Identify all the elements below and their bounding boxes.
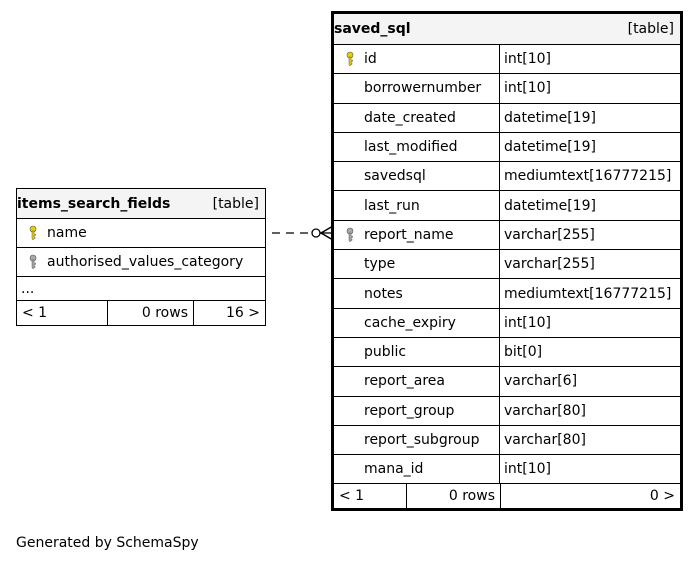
column-row-authorised-values-category[interactable]	[17, 248, 265, 277]
column-row-report-group[interactable]	[334, 397, 680, 426]
column-name: type	[364, 256, 396, 273]
column-name-cell	[334, 45, 500, 73]
column-type: datetime[19]	[504, 109, 596, 126]
primary-key-icon	[27, 225, 39, 241]
column-row-name[interactable]	[17, 219, 265, 248]
column-name: last_run	[364, 197, 420, 214]
column-name-cell	[334, 104, 500, 132]
column-name: notes	[364, 285, 403, 302]
column-name: report_subgroup	[364, 432, 480, 448]
column-name: report_group	[364, 402, 455, 419]
column-type: mediumtext[16777215]	[504, 285, 672, 302]
table-saved-sql[interactable]	[331, 11, 683, 511]
column-name: report_name	[364, 226, 454, 243]
column-type: int[10]	[504, 80, 551, 97]
column-row-last-modified[interactable]	[334, 133, 680, 162]
column-row-last-run[interactable]	[334, 191, 680, 220]
column-row-borrowernumber[interactable]	[334, 74, 680, 103]
primary-key-icon	[344, 51, 356, 67]
column-name: id	[364, 51, 377, 68]
table-kind: [table]	[627, 21, 674, 37]
column-name-cell	[334, 367, 500, 395]
column-type: datetime[19]	[504, 197, 596, 214]
row-count: 0 rows	[406, 484, 500, 508]
foreign-key-icon	[27, 254, 39, 270]
column-name-cell	[334, 279, 500, 307]
parents-count[interactable]: < 1	[339, 488, 365, 505]
column-name: last_modified	[364, 139, 458, 156]
table-footer	[334, 484, 680, 508]
column-row-report-area[interactable]	[334, 367, 680, 396]
table-header	[334, 14, 680, 45]
column-name: cache_expiry	[364, 314, 456, 331]
column-row-id[interactable]	[334, 45, 680, 74]
more-columns-ellipsis: ...	[21, 280, 35, 297]
column-type: varchar[255]	[504, 256, 595, 273]
column-name-cell	[334, 309, 500, 337]
column-row-notes[interactable]	[334, 279, 680, 308]
table-header	[17, 189, 265, 219]
column-name: report_area	[364, 373, 445, 390]
column-name-cell	[334, 221, 500, 249]
column-type: mediumtext[16777215]	[504, 168, 672, 185]
column-name-cell	[334, 74, 500, 102]
column-name-cell	[334, 338, 500, 366]
column-name: savedsql	[364, 168, 426, 185]
table-name[interactable]: items_search_fields	[17, 195, 171, 212]
column-type: int[10]	[504, 461, 551, 478]
column-type: datetime[19]	[504, 139, 596, 156]
more-columns-row	[17, 277, 265, 301]
column-name-cell	[17, 248, 265, 276]
column-name-cell	[17, 219, 265, 247]
column-row-public[interactable]	[334, 338, 680, 367]
column-row-type[interactable]	[334, 250, 680, 279]
relationship-optional-marker	[312, 229, 320, 237]
column-type: bit[0]	[504, 344, 543, 361]
column-name-cell	[334, 397, 500, 425]
column-row-date-created[interactable]	[334, 104, 680, 133]
table-name[interactable]: saved_sql	[334, 21, 411, 37]
column-type: int[10]	[504, 51, 551, 68]
column-name-cell	[334, 162, 500, 190]
column-type: varchar[80]	[504, 432, 586, 448]
generated-by-footer: Generated by SchemaSpy	[16, 535, 199, 551]
children-count[interactable]: 0 >	[500, 484, 680, 508]
column-row-savedsql[interactable]	[334, 162, 680, 191]
column-row-cache-expiry[interactable]	[334, 309, 680, 338]
column-type: varchar[6]	[504, 373, 578, 390]
row-count: 0 rows	[107, 301, 193, 325]
column-row-report-subgroup[interactable]	[334, 426, 680, 455]
column-name: mana_id	[364, 461, 424, 478]
column-type: varchar[80]	[504, 402, 586, 419]
column-name: public	[364, 344, 407, 361]
column-type: int[10]	[504, 314, 551, 331]
column-name: authorised_values_category	[47, 254, 244, 270]
column-name-cell	[334, 455, 500, 483]
column-name: borrowernumber	[364, 80, 482, 97]
children-count[interactable]: 16 >	[193, 301, 265, 325]
column-name-cell	[334, 133, 500, 161]
table-kind: [table]	[212, 195, 259, 212]
column-name-cell	[334, 426, 500, 454]
table-items-search-fields[interactable]	[16, 188, 266, 326]
foreign-key-icon	[344, 227, 356, 243]
table-footer	[17, 301, 265, 325]
parents-count[interactable]: < 1	[22, 305, 48, 321]
column-row-report-name[interactable]	[334, 221, 680, 250]
column-name: date_created	[364, 109, 456, 126]
column-name: name	[47, 225, 87, 241]
column-row-mana-id[interactable]	[334, 455, 680, 484]
column-name-cell	[334, 191, 500, 219]
column-type: varchar[255]	[504, 226, 595, 243]
column-name-cell	[334, 250, 500, 278]
